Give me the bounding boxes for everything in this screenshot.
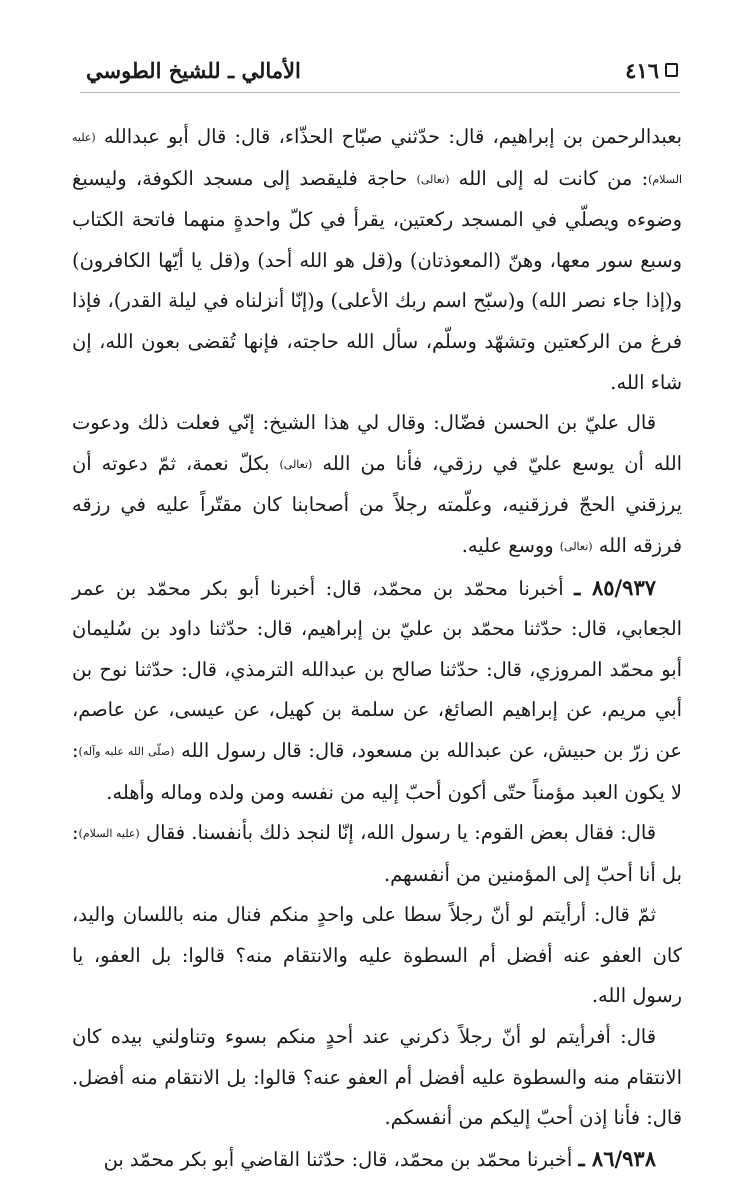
text-run: : بل أنا أحبّ إلى المؤمنين من أنفسهم. xyxy=(72,821,682,886)
paragraph-p3 xyxy=(72,568,682,814)
honorific: (عليه السلام) xyxy=(78,827,140,841)
text-run: : من كانت له إلى الله xyxy=(449,166,649,190)
honorific: (صلّى الله عليه وآله) xyxy=(78,744,175,758)
paragraph-p2 xyxy=(72,403,682,567)
paragraph-p1 xyxy=(72,117,682,403)
page-header xyxy=(86,52,678,88)
page-number: ٤١٦ xyxy=(625,57,659,83)
header-divider xyxy=(80,92,680,93)
text-run: قال: أفرأيتم لو أنّ رجلاً ذكرني عند أحدٍ منكم بسوء وتناولني بيده كان الانتقام منه والسطوة عليه أفضل أم العفو عنه؟ قالوا: بل الانتقام منه أفضل. قال: فأنا إذن أحبّ إليكم من أنفسكم. xyxy=(72,1025,682,1130)
paragraph-p6 xyxy=(72,1017,682,1139)
text-run: قال: فقال بعض القوم: يا رسول الله، إنّا لنجد ذلك بأنفسنا. فقال xyxy=(139,821,656,845)
hadith-number: ٨٥/٩٣٧ ـ xyxy=(574,574,657,600)
running-title: الأمالي ـ للشيخ الطوسي xyxy=(86,57,301,83)
text-run: بعبدالرحمن بن إبراهيم، قال: حدّثني صبّاح الحذّاء، قال: قال أبو عبدالله xyxy=(95,125,682,148)
text-run: حاجة فليقصد إلى مسجد الكوفة، وليسبغ وضوءه ويصلّي في المسجد ركعتين، يقرأ في كلّ واحدةٍ منهما فاتحة الكتاب وسبع سور معها، وهنّ (المعوذتان) و(قل هو الله أحد) و(قل يا أيّها الكافرون) و(إذا جاء نصر الله) و(سبّح اسم ربك الأعلى) و(إنّا أنزلناه في ليلة القدر)، فإذا فرغ من الركعتين وتشهّد وسلّم، سأل الله حاجته، فإنها تُقضى بعون الله، إن شاء الله. xyxy=(72,166,682,394)
honorific: (تعالى) xyxy=(416,172,450,186)
text-run: أخبرنا محمّد بن محمّد، قال: حدّثنا القاضي أبو بكر محمّد بن xyxy=(103,1147,579,1171)
paragraph-p5 xyxy=(72,895,682,1017)
text-run: بكلّ نعمة، ثمّ دعوته أن يرزقني الحجّ فرزقنيه، وعلّمته رجلاً من أصحابنا كان مقتّراً عليه في رزقه فرزقه الله xyxy=(72,451,682,557)
text-run: قال عليّ بن الحسن فضّال: وقال لي هذا الشيخ: إنّي فعلت ذلك ودعوت الله أن يوسع عليّ في رزقي، فأنا من الله xyxy=(72,411,683,475)
text-run: : لا يكون العبد مؤمناً حتّى أكون أحبّ إليه من نفسه ومن ولده وماله وأهله. xyxy=(72,738,682,804)
honorific: (تعالى) xyxy=(559,539,593,553)
hadith-number: ٨٦/٩٣٨ ـ xyxy=(578,1145,656,1171)
honorific: (عليه السلام) xyxy=(72,131,682,186)
paragraph-p4 xyxy=(72,813,682,895)
square-ornament-icon xyxy=(665,63,678,77)
text-run: أخبرنا محمّد بن محمّد، قال: أخبرنا أبو بكر محمّد بن عمر الجعابي، قال: حدّثنا محمّد بن عليّ بن إبراهيم، قال: حدّثنا داود بن سُليمان أبو محمّد المروزي، قال: حدّثنا صالح بن عبدالله الترمذي، قال: حدّثنا نوح بن أبي مريم، عن إبراهيم الصائغ، عن سلمة بن كهيل، عن عيسى، عن عاصم، عن زرّ بن حبيش، عن عبدالله بن مسعود، قال: قال رسول الله xyxy=(72,576,683,762)
page-body xyxy=(72,117,682,1180)
paragraph-p7 xyxy=(72,1139,682,1180)
text-run: ثمّ قال: أرأيتم لو أنّ رجلاً سطا على واحدٍ منكم فنال منه باللسان واليد، كان العفو عنه أفضل أم السطوة عليه والانتقام منه؟ قالوا: بل العفو، يا رسول الله. xyxy=(72,903,682,1008)
text-run: ووسع عليه. xyxy=(461,533,560,557)
honorific: (تعالى) xyxy=(279,457,313,471)
page-number-block xyxy=(625,58,678,83)
